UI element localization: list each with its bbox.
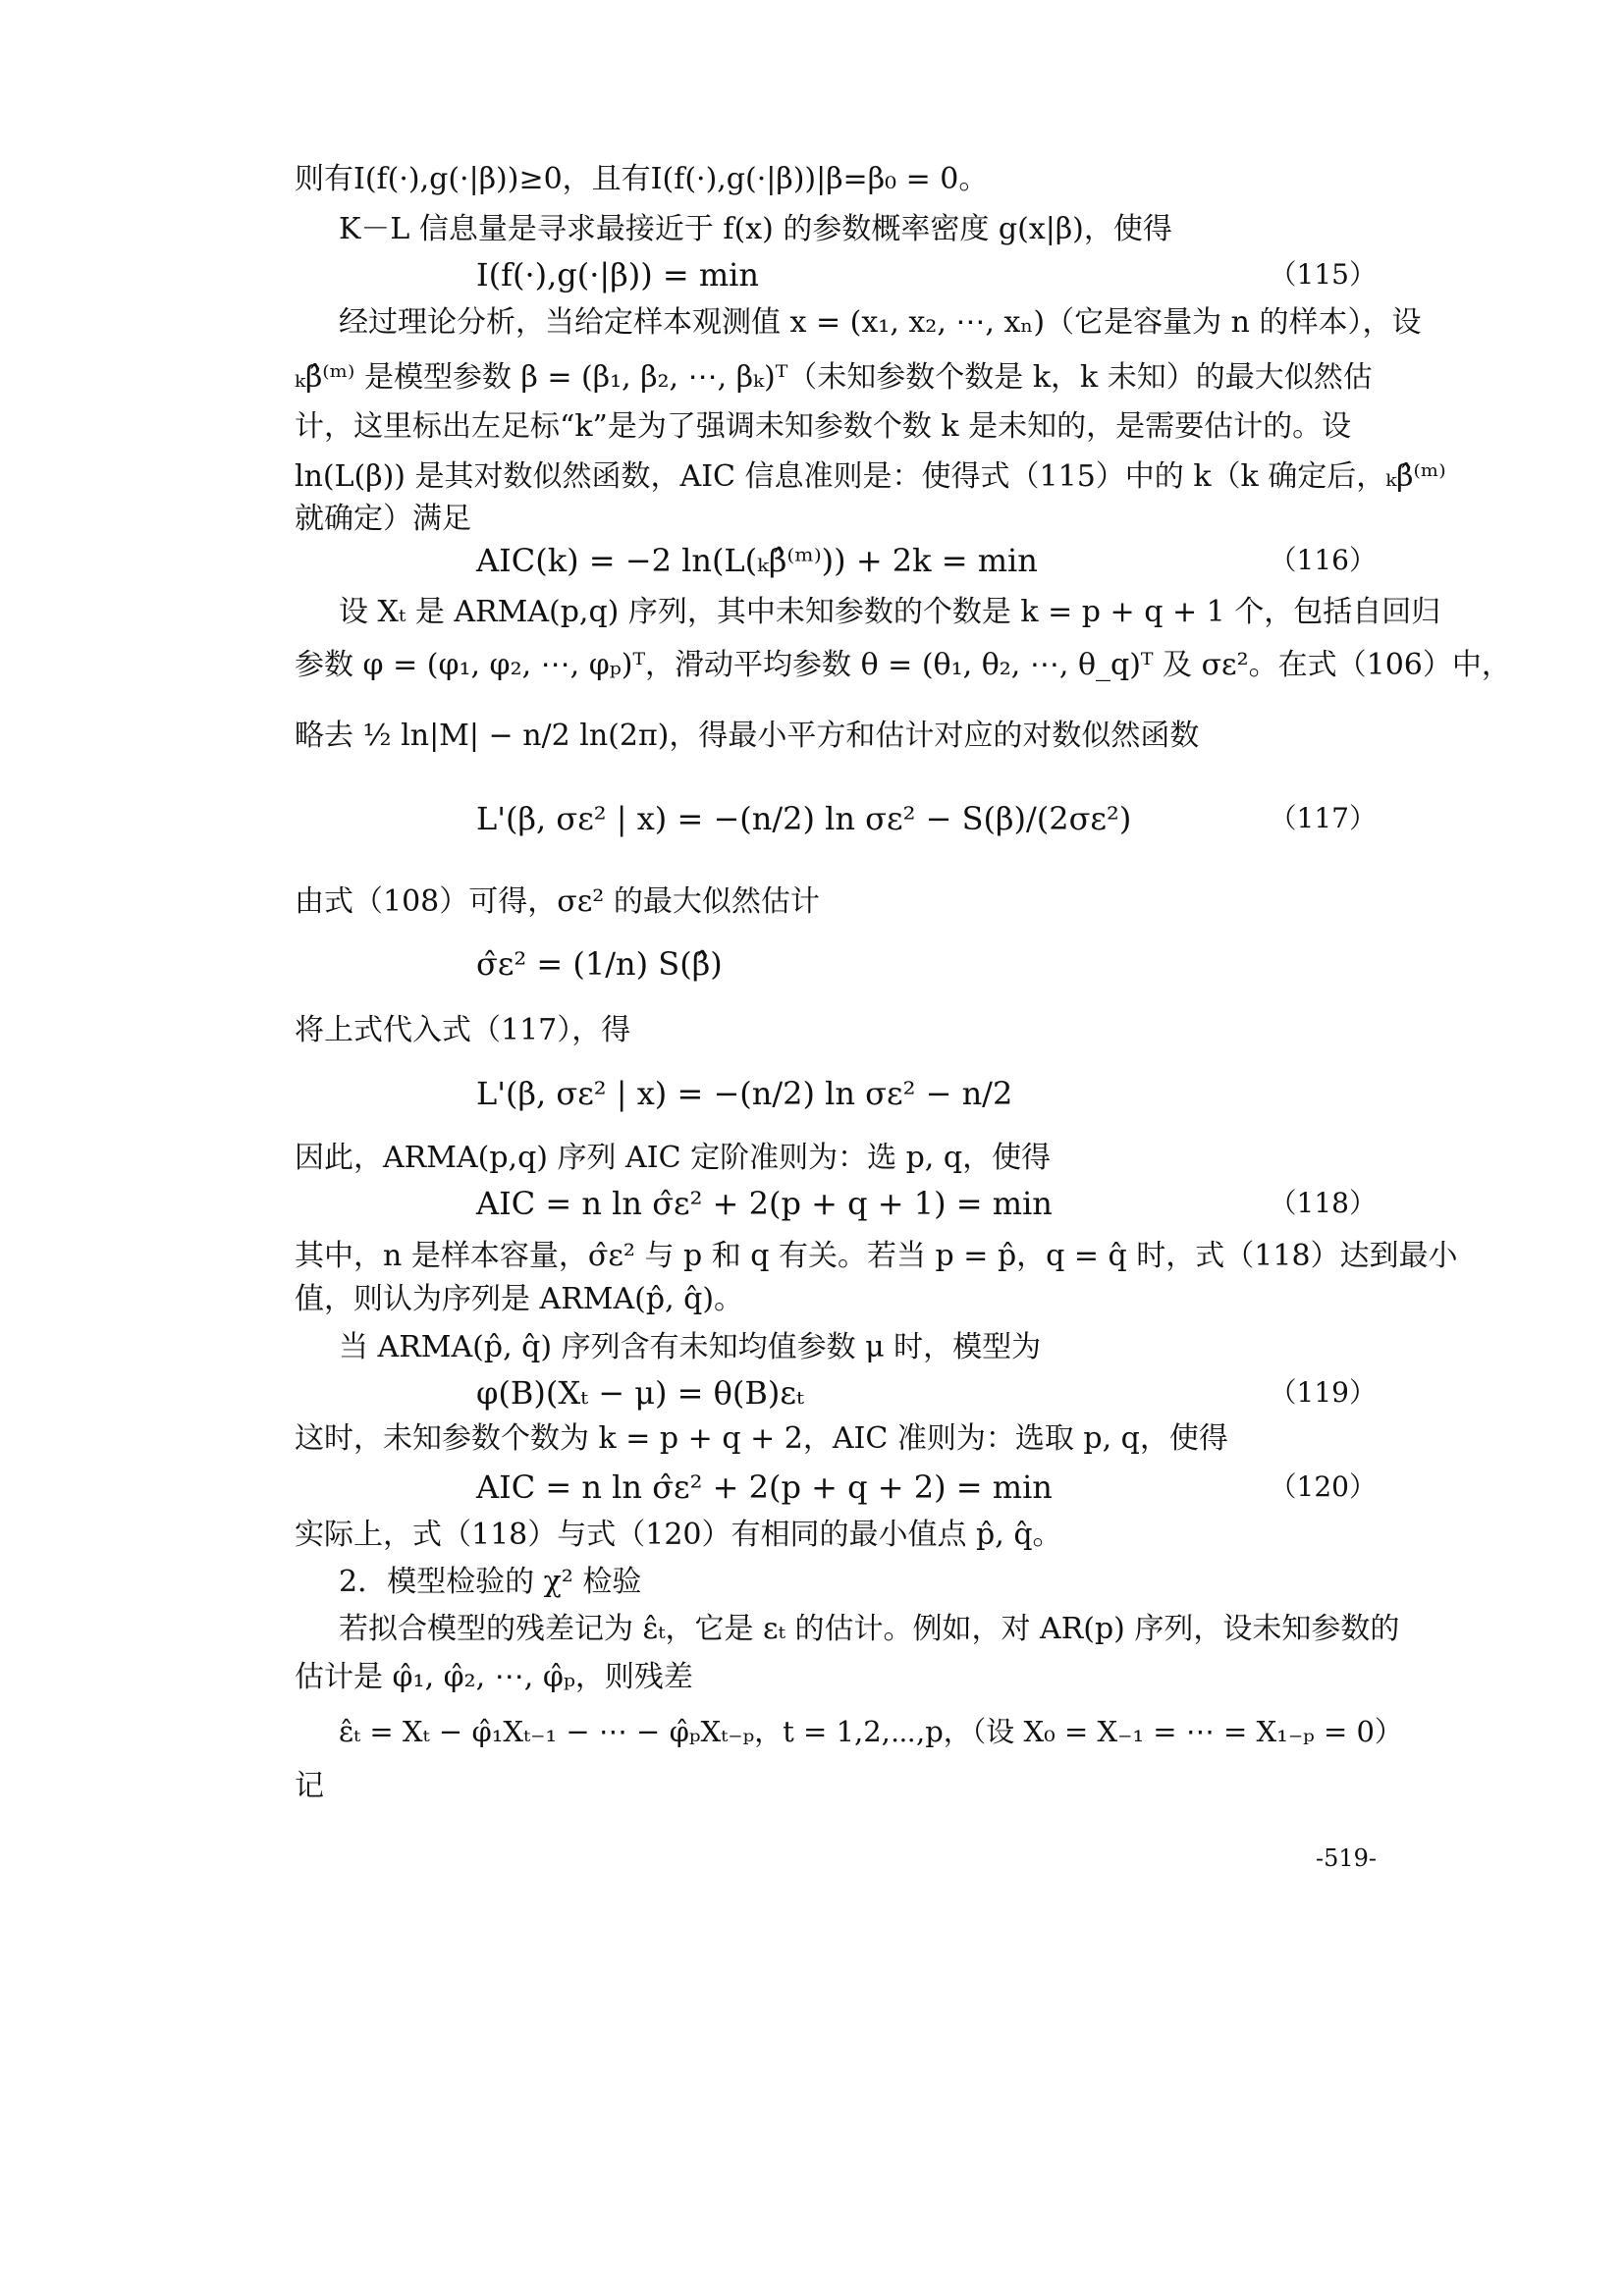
- text-line: 就确定）满足: [295, 502, 471, 536]
- text-line: 略去 ½ ln|M| − n/2 ln(2π)，得最小平方和估计对应的对数似然函数: [295, 719, 1200, 753]
- equation-residual: ε̂ₜ = Xₜ − φ̂₁Xₜ₋₁ − ⋯ − φ̂ₚXₜ₋ₚ，t = 1,2,⋯,p，（设 X₀ = X₋₁ = ⋯ = X₁₋ₚ = 0）: [339, 1715, 1403, 1748]
- text-line: 值，则认为序列是 ARMA(p̂, q̂)。: [295, 1282, 744, 1316]
- page-number: -519-: [1316, 1844, 1378, 1872]
- equation-118: AIC = n ln σ̂ε² + 2(p + q + 1) = min: [476, 1185, 1053, 1222]
- equation-number: （120）: [1269, 1470, 1377, 1503]
- text-line: 将上式代入式（117），得: [295, 1013, 631, 1047]
- text-line: 其中，n 是样本容量，σ̂ε² 与 p 和 q 有关。若当 p = p̂，q = q̂ 时，式（118）达到最小: [295, 1239, 1458, 1273]
- text-line: 记: [295, 1769, 324, 1803]
- equation-number: （119）: [1269, 1376, 1377, 1409]
- section-heading: 2．模型检验的 χ² 检验: [339, 1565, 642, 1599]
- text-line: 则有I(f(·),g(·|β))≥0，且有I(f(·),g(·|β))|β=β₀ = 0。: [295, 162, 989, 196]
- text-line: 这时，未知参数个数为 k = p + q + 2，AIC 准则为：选取 p, q，使得: [295, 1421, 1228, 1456]
- equation-number: （118）: [1269, 1187, 1377, 1219]
- equation-sigma-hat: σ̂ε² = (1/n) S(β̂): [476, 945, 723, 983]
- text-line: 由式（108）可得，σε² 的最大似然估计: [295, 884, 820, 919]
- equation-number: （115）: [1269, 258, 1377, 291]
- equation-120: AIC = n ln σ̂ε² + 2(p + q + 2) = min: [476, 1468, 1053, 1506]
- text-line: ln(L(β)) 是其对数似然函数，AIC 信息准则是：使得式（115）中的 k（k 确定后，ₖβ̂⁽ᵐ⁾: [295, 459, 1446, 494]
- text-line: K－L 信息量是寻求最接近于 f(x) 的参数概率密度 g(x|β)，使得: [339, 212, 1172, 246]
- text-line: 因此，ARMA(p,q) 序列 AIC 定阶准则为：选 p, q，使得: [295, 1141, 1052, 1175]
- equation-number: （117）: [1269, 802, 1377, 834]
- equation-119: φ(B)(Xₜ − μ) = θ(B)εₜ: [476, 1374, 804, 1412]
- text-line: 当 ARMA(p̂, q̂) 序列含有未知均值参数 μ 时，模型为: [339, 1330, 1042, 1364]
- equation-117-substituted: L'(β, σε² | x) = −(n/2) ln σε² − n/2: [476, 1075, 1013, 1112]
- text-line: 若拟合模型的残差记为 ε̂ₜ，它是 εₜ 的估计。例如，对 AR(p) 序列，设未知参数的: [339, 1612, 1400, 1646]
- text-line: 计，这里标出左足标“k”是为了强调未知参数个数 k 是未知的，是需要估计的。设: [295, 409, 1352, 444]
- equation-116: AIC(k) = −2 ln(L(ₖβ̂⁽ᵐ⁾)) + 2k = min: [476, 542, 1038, 579]
- text-line: 实际上，式（118）与式（120）有相同的最小值点 p̂, q̂。: [295, 1518, 1062, 1552]
- text-line: 设 Xₜ 是 ARMA(p,q) 序列，其中未知参数的个数是 k = p + q + 1 个，包括自回归: [339, 595, 1441, 629]
- text-line: 估计是 φ̂₁, φ̂₂, ⋯, φ̂ₚ，则残差: [295, 1660, 693, 1694]
- text-line: 经过理论分析，当给定样本观测值 x = (x₁, x₂, ⋯, xₙ)（它是容量为 n 的样本），设: [339, 305, 1422, 340]
- equation-117: L'(β, σε² | x) = −(n/2) ln σε² − S(β)/(2σε²): [476, 800, 1132, 837]
- text-line: ₖβ̂⁽ᵐ⁾ 是模型参数 β = (β₁, β₂, ⋯, βₖ)ᵀ（未知参数个数是 k，k 未知）的最大似然估: [295, 360, 1373, 395]
- equation-number: （116）: [1269, 544, 1377, 576]
- text-line: 参数 φ = (φ₁, φ₂, ⋯, φₚ)ᵀ，滑动平均参数 θ = (θ₁, θ₂, ⋯, θ_q)ᵀ 及 σε²。在式（106）中，: [295, 648, 1511, 682]
- equation-115: I(f(·),g(·|β)) = min: [476, 256, 760, 294]
